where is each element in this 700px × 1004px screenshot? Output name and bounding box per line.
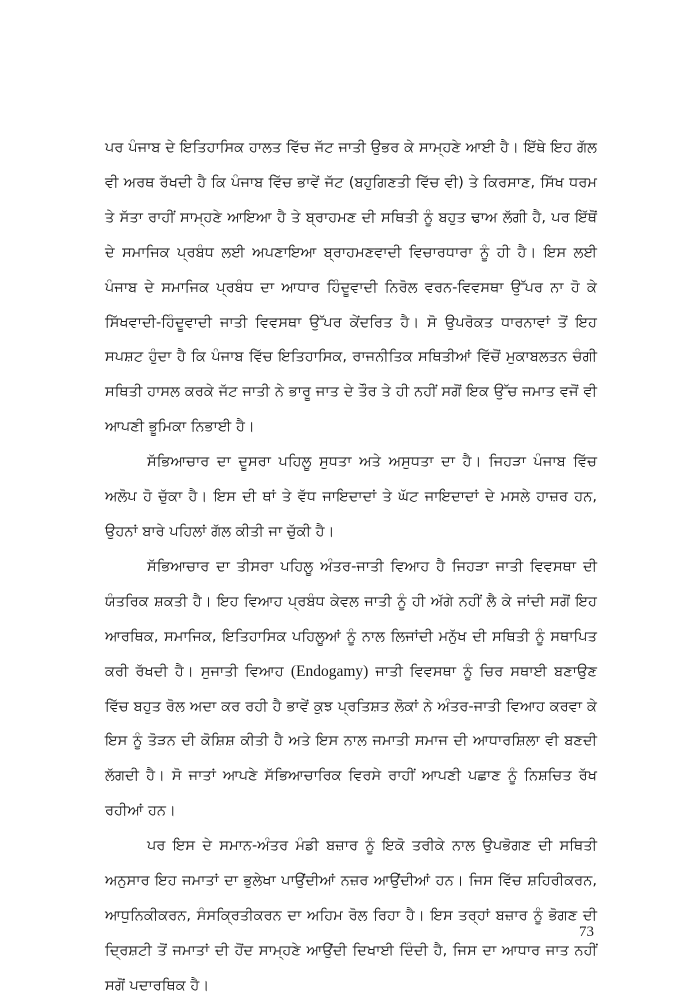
paragraph-4: ਪਰ ਇਸ ਦੇ ਸਮਾਨ-ਅੰਤਰ ਮੰਡੀ ਬਜ਼ਾਰ ਨੂੰ ਇਕੋ ਤਰੀਕੇ ਨਾਲ ਉਪਭੋਗਣ ਦੀ ਸਥਿਤੀ ਅਨੁਸਾਰ ਇਹ ਜਮਾਤਾਂ ਦਾ ਭੁਲੇਖਾ ਪਾਉਂਦੀਆਂ ਨਜ਼ਰ ਆਉਂਦੀਆਂ ਹਨ। ਜਿਸ ਵਿੱਚ ਸ਼ਹਿਰੀਕਰਨ, ਆਧੁਨਿਕੀਕਰਨ, ਸੰਸਕ੍ਰਿਤੀਕਰਨ ਦਾ ਅਹਿਮ ਰੋਲ ਰਿਹਾ ਹੈ। ਇਸ ਤਰ੍ਹਾਂ ਬਜ਼ਾਰ ਨੂੰ ਭੋਗਣ ਦੀ ਦ੍ਰਿਸ਼ਟੀ ਤੋਂ ਜਮਾਤਾਂ ਦੀ ਹੋਂਦ ਸਾਮ੍ਹਣੇ ਆਉਂਦੀ ਦਿਖਾਈ ਦਿੰਦੀ ਹੈ, ਜਿਸ ਦਾ ਆਧਾਰ ਜਾਤ ਨਹੀਂ ਸਗੋਂ ਪਦਾਰਥਿਕ ਹੈ। <box>105 837 597 994</box>
latin-term: (Endogamy) <box>290 662 369 680</box>
paragraph-3-text-before: ਸੱਭਿਆਚਾਰ ਦਾ ਤੀਸਰਾ ਪਹਿਲੂ ਅੰਤਰ-ਜਾਤੀ ਵਿਆਹ ਹੈ ਜਿਹੜਾ ਜਾਤੀ ਵਿਵਸਥਾ ਦੀ ਯੰਤਰਿਕ ਸ਼ਕਤੀ ਹੈ। ਇਹ ਵਿਆਹ ਪ੍ਰਬੰਧ ਕੇਵਲ ਜਾਤੀ ਨੂੰ ਹੀ ਅੱਗੇ ਨਹੀਂ ਲੈ ਕੇ ਜਾਂਦੀ ਸਗੋਂ ਇਹ ਆਰਥਿਕ, ਸਮਾਜਿਕ, ਇਤਿਹਾਸਿਕ ਪਹਿਲੂਆਂ ਨੂੰ ਨਾਲ ਲਿਜਾਂਦੀ ਮਨੁੱਖ ਦੀ ਸਥਿਤੀ ਨੂੰ ਸਥਾਪਿਤ ਕਰੀ ਰੱਖਦੀ ਹੈ। ਸੁਜਾਤੀ ਵਿਆਹ <box>105 557 597 680</box>
page-number: 73 <box>579 924 594 940</box>
document-body <box>105 131 597 1004</box>
paragraph-3 <box>105 550 597 829</box>
paragraph-3-text-after: ਜਾਤੀ ਵਿਵਸਥਾ ਨੂੰ ਚਿਰ ਸਥਾਈ ਬਣਾਉਣ ਵਿੱਚ ਬਹੁਤ ਰੋਲ ਅਦਾ ਕਰ ਰਹੀ ਹੈ ਭਾਵੇਂ ਕੁਝ ਪ੍ਰਤਿਸ਼ਤ ਲੋਕਾਂ ਨੇ ਅੰਤਰ-ਜਾਤੀ ਵਿਆਹ ਕਰਵਾ ਕੇ ਇਸ ਨੂੰ ਤੋੜਨ ਦੀ ਕੋਸ਼ਿਸ਼ ਕੀਤੀ ਹੈ ਅਤੇ ਇਸ ਨਾਲ ਜਮਾਤੀ ਸਮਾਜ ਦੀ ਆਧਾਰਸ਼ਿਲਾ ਵੀ ਬਣਦੀ ਲੱਗਦੀ ਹੈ। ਸੋ ਜਾਤਾਂ ਆਪਣੇ ਸੱਭਿਆਚਾਰਿਕ ਵਿਰਸੇ ਰਾਹੀਂ ਆਪਣੀ ਪਛਾਣ ਨੂੰ ਨਿਸ਼ਚਿਤ ਰੱਖ ਰਹੀਆਂ ਹਨ। <box>105 662 597 820</box>
paragraph-2: ਸੱਭਿਆਚਾਰ ਦਾ ਦੂਸਰਾ ਪਹਿਲੂ ਸੁਧਤਾ ਅਤੇ ਅਸੁਧਤਾ ਦਾ ਹੈ। ਜਿਹੜਾ ਪੰਜਾਬ ਵਿੱਚ ਅਲੋਪ ਹੋ ਚੁੱਕਾ ਹੈ। ਇਸ ਦੀ ਥਾਂ ਤੇ ਵੱਧ ਜਾਇਦਾਦਾਂ ਤੇ ਘੱਟ ਜਾਇਦਾਦਾਂ ਦੇ ਮਸਲੇ ਹਾਜ਼ਰ ਹਨ, ਉਹਨਾਂ ਬਾਰੇ ਪਹਿਲਾਂ ਗੱਲ ਕੀਤੀ ਜਾ ਚੁੱਕੀ ਹੈ। <box>105 453 597 540</box>
paragraph-1: ਪਰ ਪੰਜਾਬ ਦੇ ਇਤਿਹਾਸਿਕ ਹਾਲਤ ਵਿੱਚ ਜੱਟ ਜਾਤੀ ਉਭਰ ਕੇ ਸਾਮ੍ਹਣੇ ਆਈ ਹੈ। ਇੱਥੇ ਇਹ ਗੱਲ ਵੀ ਅਰਥ ਰੱਖਦੀ ਹੈ ਕਿ ਪੰਜਾਬ ਵਿੱਚ ਭਾਵੇਂ ਜੱਟ (ਬਹੁਗਿਣਤੀ ਵਿੱਚ ਵੀ) ਤੇ ਕਿਰਸਾਣ, ਸਿੱਖ ਧਰਮ ਤੇ ਸੱਤਾ ਰਾਹੀਂ ਸਾਮ੍ਹਣੇ ਆਇਆ ਹੈ ਤੇ ਬ੍ਰਾਹਮਣ ਦੀ ਸਥਿਤੀ ਨੂੰ ਬਹੁਤ ਢਾਅ ਲੱਗੀ ਹੈ, ਪਰ ਇੱਥੋਂ ਦੇ ਸਮਾਜਿਕ ਪ੍ਰਬੰਧ ਲਈ ਅਪਣਾਇਆ ਬ੍ਰਾਹਮਣਵਾਦੀ ਵਿਚਾਰਧਾਰਾ ਨੂੰ ਹੀ ਹੈ। ਇਸ ਲਈ ਪੰਜਾਬ ਦੇ ਸਮਾਜਿਕ ਪ੍ਰਬੰਧ ਦਾ ਆਧਾਰ ਹਿੰਦੂਵਾਦੀ ਨਿਰੋਲ ਵਰਨ-ਵਿਵਸਥਾ ਉੱਪਰ ਨਾ ਹੋ ਕੇ ਸਿੱਖਵਾਦੀ-ਹਿੰਦੂਵਾਦੀ ਜਾਤੀ ਵਿਵਸਥਾ ਉੱਪਰ ਕੇਂਦਰਿਤ ਹੈ। ਸੋ ਉਪਰੋਕਤ ਧਾਰਨਾਵਾਂ ਤੋਂ ਇਹ ਸਪਸ਼ਟ ਹੁੰਦਾ ਹੈ ਕਿ ਪੰਜਾਬ ਵਿੱਚ ਇਤਿਹਾਸਿਕ, ਰਾਜਨੀਤਿਕ ਸਥਿਤੀਆਂ ਵਿੱਚੋਂ ਮੁਕਾਬਲਤਨ ਚੰਗੀ ਸਥਿਤੀ ਹਾਸਲ ਕਰਕੇ ਜੱਟ ਜਾਤੀ ਨੇ ਭਾਰੂ ਜਾਤ ਦੇ ਤੌਰ ਤੇ ਹੀ ਨਹੀਂ ਸਗੋਂ ਇਕ ਉੱਚ ਜਮਾਤ ਵਜੋਂ ਵੀ ਆਪਣੀ ਭੂਮਿਕਾ ਨਿਭਾਈ ਹੈ। <box>105 139 597 436</box>
